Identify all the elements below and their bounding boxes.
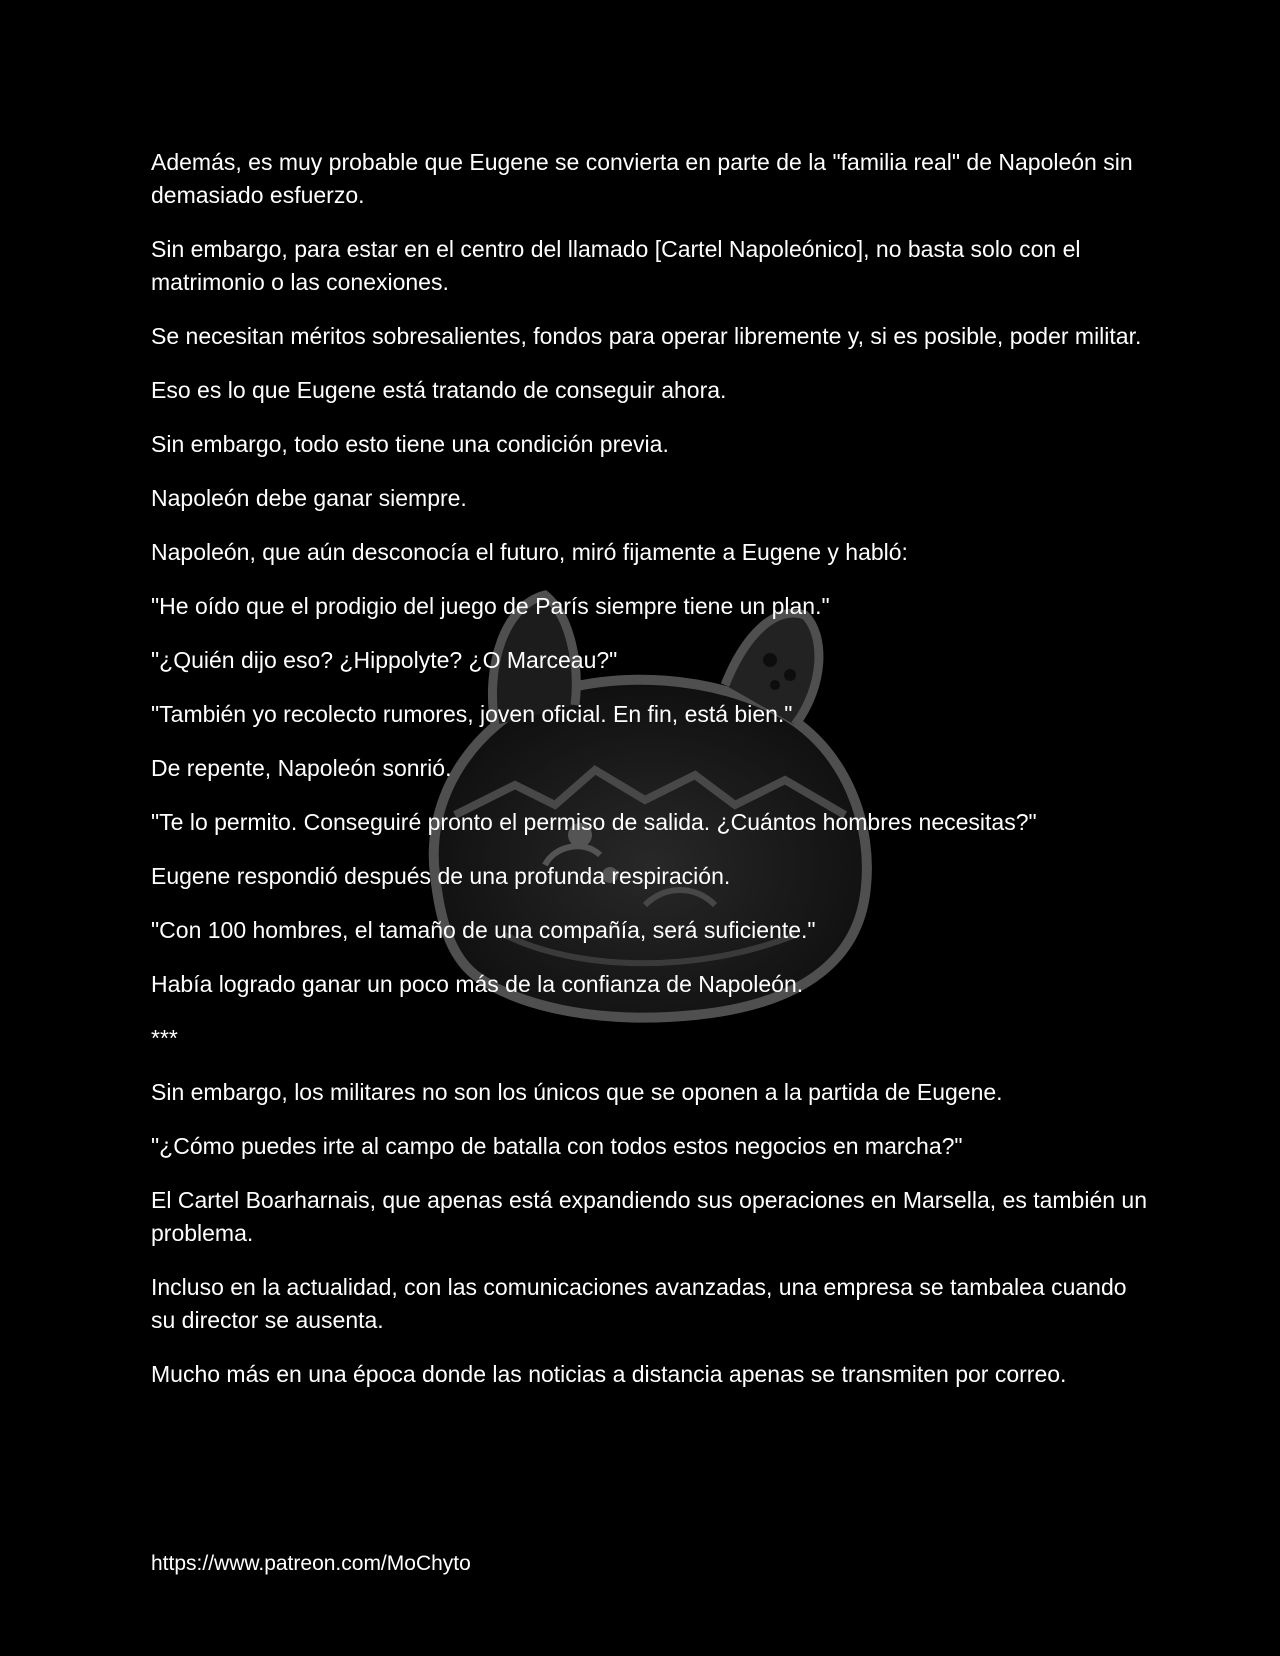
paragraph: "He oído que el prodigio del juego de París siempre tiene un plan." xyxy=(151,593,830,619)
paragraph: Se necesitan méritos sobresalientes, fondos para operar libremente y, si es posible, poder militar. xyxy=(151,323,1142,349)
paragraph: El Cartel Boarharnais, que apenas está expandiendo sus operaciones en Marsella, es también un problema. xyxy=(151,1187,1148,1246)
section-separator: *** xyxy=(151,1025,178,1051)
paragraph: "Te lo permito. Conseguiré pronto el permiso de salida. ¿Cuántos hombres necesitas?" xyxy=(151,809,1037,835)
paragraph: "¿Quién dijo eso? ¿Hippolyte? ¿O Marceau?" xyxy=(151,647,618,673)
paragraph: Sin embargo, para estar en el centro del llamado [Cartel Napoleónico], no basta solo con el matrimonio o las conexiones. xyxy=(151,236,1081,295)
paragraph: "¿Cómo puedes irte al campo de batalla con todos estos negocios en marcha?" xyxy=(151,1133,963,1159)
paragraph: Napoleón, que aún desconocía el futuro, miró fijamente a Eugene y habló: xyxy=(151,539,908,565)
paragraph: Había logrado ganar un poco más de la confianza de Napoleón. xyxy=(151,971,804,997)
paragraph: Además, es muy probable que Eugene se convierta en parte de la "familia real" de Napoleón sin demasiado esfuerzo. xyxy=(151,149,1133,208)
paragraph: "También yo recolecto rumores, joven oficial. En fin, está bien." xyxy=(151,701,793,727)
paragraph: Napoleón debe ganar siempre. xyxy=(151,485,467,511)
paragraph: De repente, Napoleón sonrió. xyxy=(151,755,452,781)
paragraph: Mucho más en una época donde las noticias a distancia apenas se transmiten por correo. xyxy=(151,1361,1067,1387)
patreon-link[interactable]: https://www.patreon.com/MoChyto xyxy=(151,1552,471,1575)
paragraph: "Con 100 hombres, el tamaño de una compañía, será suficiente." xyxy=(151,917,816,943)
paragraph: Incluso en la actualidad, con las comunicaciones avanzadas, una empresa se tambalea cuando su director se ausenta. xyxy=(151,1274,1127,1333)
chapter-text xyxy=(151,146,1151,1412)
paragraph: Sin embargo, los militares no son los únicos que se oponen a la partida de Eugene. xyxy=(151,1079,1003,1105)
paragraph: Eso es lo que Eugene está tratando de conseguir ahora. xyxy=(151,377,727,403)
paragraph: Sin embargo, todo esto tiene una condición previa. xyxy=(151,431,669,457)
paragraph: Eugene respondió después de una profunda respiración. xyxy=(151,863,731,889)
